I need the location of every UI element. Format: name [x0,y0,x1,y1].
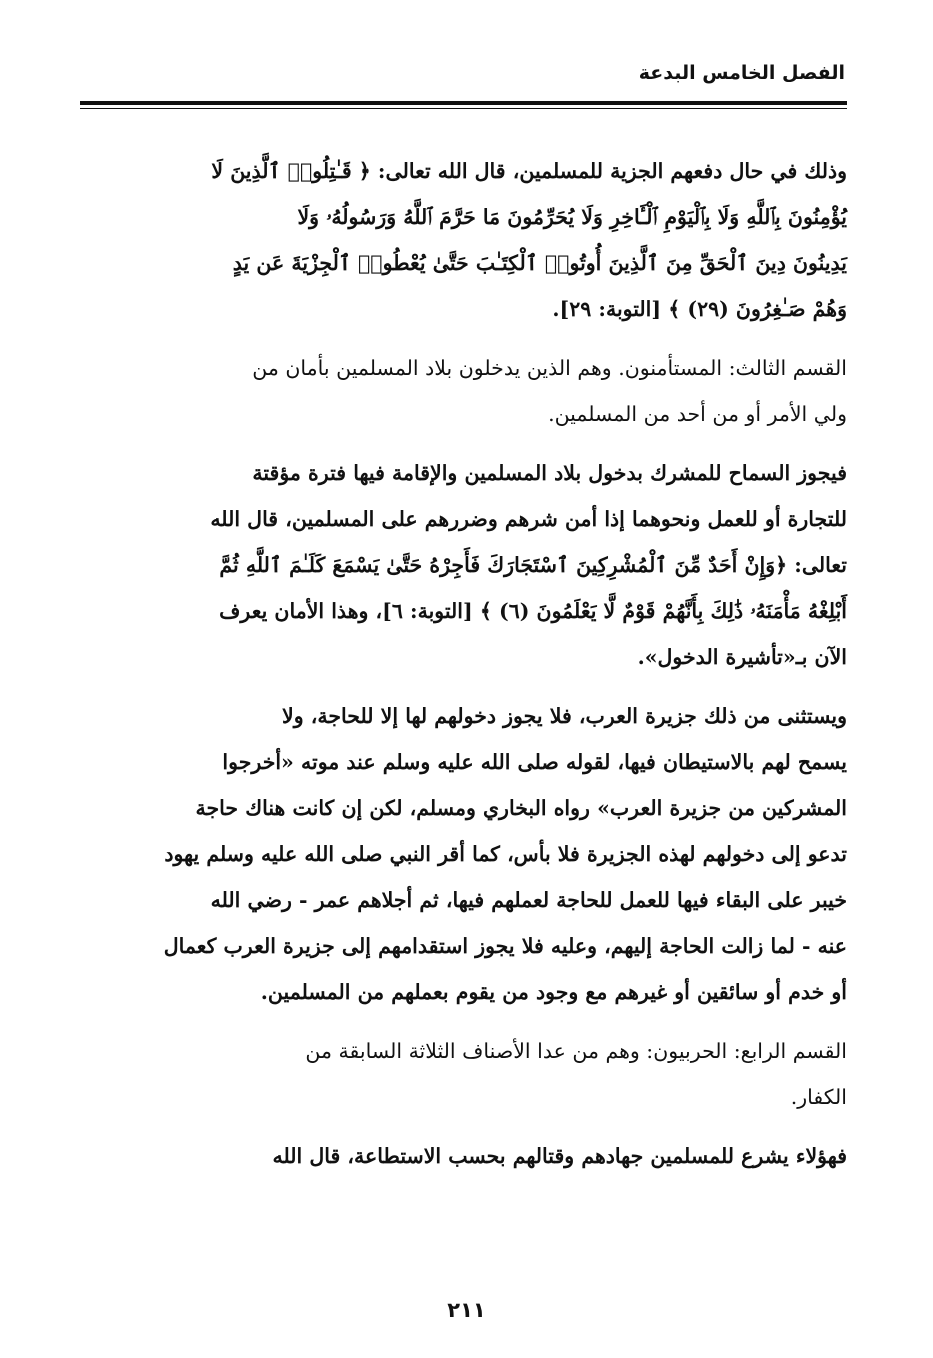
paragraph [80,345,847,437]
header-rule-thin [80,108,847,109]
text-line: القسم الرابع: الحربيون: وهم من عدا الأصناف الثلاثة السابقة من [305,1039,847,1063]
text-line: يَدِينُونَ دِينَ ٱلْحَقِّ مِنَ ٱلَّذِينَ أُوتُوا۟ ٱلْكِتَـٰبَ حَتَّىٰ يُعْطُوا۟ ٱلْجِزْيَةَ عَن يَدٍ [232,251,847,275]
text-line: الآن بـ«تأشيرة الدخول». [637,645,847,669]
text-line: تدعو إلى دخولهم لهذه الجزيرة فلا بأس، كما أقر النبي صلى الله عليه وسلم يهود [164,842,847,866]
text-line: ولي الأمر أو من أحد من المسلمين. [548,402,847,426]
paragraph [80,1133,847,1179]
text-line: تعالى: ﴿وَإِنْ أَحَدٌ مِّنَ ٱلْمُشْرِكِينَ ٱسْتَجَارَكَ فَأَجِرْهُ حَتَّىٰ يَسْمَعَ كَلَـٰمَ ٱللَّهِ ثُمَّ [219,553,847,577]
body-text [80,148,847,1192]
text-line: يسمح لهم بالاستيطان فيها، لقوله صلى الله عليه وسلم عند موته «أخرجوا [222,750,847,774]
text-line: وَهُمْ صَـٰغِرُونَ (٢٩) ﴾ [التوبة: ٢٩]. [552,297,847,321]
text-line: القسم الثالث: المستأمنون. وهم الذين يدخلون بلاد المسلمين بأمان من [252,356,847,380]
text-line: عنه - لما زالت الحاجة إليهم، وعليه فلا يجوز استقدامهم إلى جزيرة العرب كعمال [163,934,847,958]
paragraph [80,148,847,332]
text-line: يُؤْمِنُونَ بِٱللَّهِ وَلَا بِٱلْيَوْمِ ٱلْـَٔاخِرِ وَلَا يُحَرِّمُونَ مَا حَرَّمَ ٱللَّهُ وَرَسُولُهُۥ وَلَا [297,205,847,229]
text-line: فهؤلاء يشرع للمسلمين جهادهم وقتالهم بحسب الاستطاعة، قال الله [272,1144,847,1168]
text-line: أو خدم أو سائقين أو غيرهم مع وجود من يقوم بعملهم من المسلمين. [260,980,847,1004]
chapter-header: الفصل الخامس البدعة [638,62,845,84]
text-line: فيجوز السماح للمشرك بدخول بلاد المسلمين والإقامة فيها فترة مؤقتة [252,461,847,485]
text-line: وذلك في حال دفعهم الجزية للمسلمين، قال الله تعالى: ﴿ قَـٰتِلُوا۟ ٱلَّذِينَ لَا [211,159,847,183]
text-line: خيبر على البقاء فيها للعمل للحاجة لعملهم فيها، ثم أجلاهم عمر - رضي الله [210,888,847,912]
header-rule-thick [80,101,847,105]
text-line: الكفار. [790,1085,847,1109]
paragraph [80,693,847,1015]
text-line: للتجارة أو للعمل ونحوهما إذا أمن شرهم وضررهم على المسلمين، قال الله [210,507,847,531]
paragraph [80,450,847,680]
text-line: ويستثنى من ذلك جزيرة العرب، فلا يجوز دخولهم لها إلا للحاجة، ولا [282,704,847,728]
paragraph [80,1028,847,1120]
text-line: المشركين من جزيرة العرب» رواه البخاري ومسلم، لكن إن كانت هناك حاجة [195,796,847,820]
text-line: أَبْلِغْهُ مَأْمَنَهُۥ ذَٰلِكَ بِأَنَّهُمْ قَوْمٌ لَّا يَعْلَمُونَ (٦) ﴾ [التوبة: ٦]، وهذا الأمان يعرف [219,599,847,623]
page-number: ٢١١ [447,1298,486,1322]
